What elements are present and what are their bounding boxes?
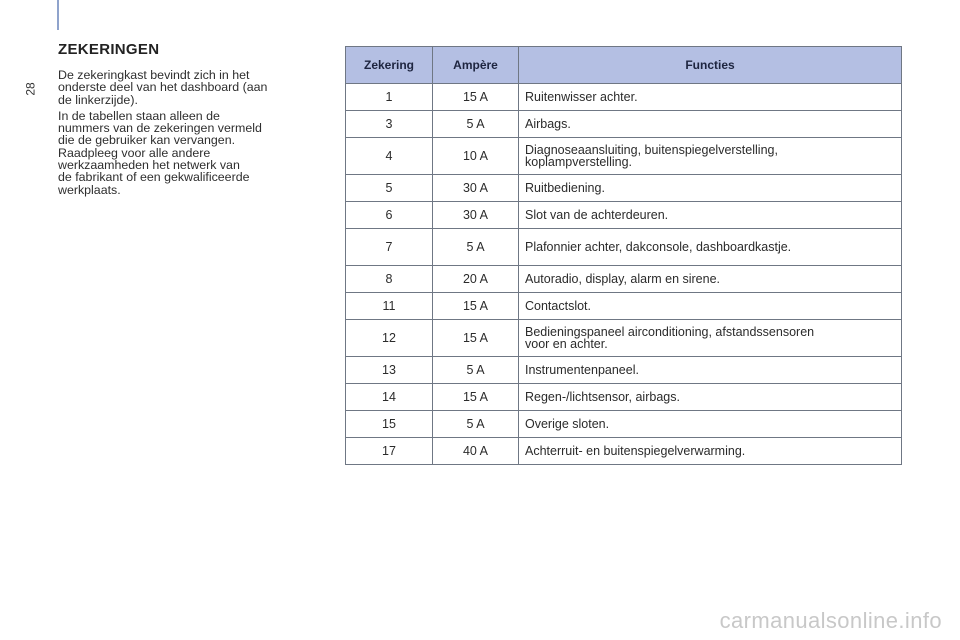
- fuse-number: 6: [346, 202, 433, 229]
- fuse-function: Diagnoseaansluiting, buitenspiegelverstelling, koplampverstelling.: [519, 138, 902, 175]
- fuse-ampere: 15 A: [433, 384, 519, 411]
- intro-paragraph-1: De zekeringkast bevindt zich in het onderste deel van het dashboard (aan de linkerzijde).: [58, 68, 268, 107]
- page-edge-bar: [57, 0, 59, 30]
- fuse-function: Bedieningspaneel airconditioning, afstandssensoren voor en achter.: [519, 320, 902, 357]
- fuse-function: Contactslot.: [519, 293, 902, 320]
- fuse-number: 5: [346, 175, 433, 202]
- fuse-number: 12: [346, 320, 433, 357]
- fuse-number: 4: [346, 138, 433, 175]
- fuse-ampere: 20 A: [433, 266, 519, 293]
- table-row: [346, 357, 902, 384]
- fuse-function: Overige sloten.: [519, 411, 902, 438]
- fuse-number: 7: [346, 229, 433, 266]
- intro-text: [58, 69, 326, 200]
- fuse-number: 13: [346, 357, 433, 384]
- table-row: [346, 266, 902, 293]
- table-row: [346, 111, 902, 138]
- table-row: [346, 411, 902, 438]
- fuse-ampere: 5 A: [433, 111, 519, 138]
- fuse-function: Autoradio, display, alarm en sirene.: [519, 266, 902, 293]
- table-row: [346, 320, 902, 357]
- table-row: [346, 293, 902, 320]
- fuse-function: Instrumentenpaneel.: [519, 357, 902, 384]
- fuse-number: 14: [346, 384, 433, 411]
- watermark: carmanualsonline.info: [719, 608, 942, 633]
- fuse-ampere: 40 A: [433, 438, 519, 465]
- fuse-ampere: 30 A: [433, 202, 519, 229]
- table-row: [346, 229, 902, 266]
- table-row: [346, 138, 902, 175]
- section-title: ZEKERINGEN: [58, 41, 160, 58]
- fuse-ampere: 5 A: [433, 229, 519, 266]
- fuse-function: Ruitbediening.: [519, 175, 902, 202]
- table-row: [346, 438, 902, 465]
- header-ampere: Ampère: [433, 47, 519, 84]
- table-row: [346, 84, 902, 111]
- fuse-number: 15: [346, 411, 433, 438]
- fuse-ampere: 15 A: [433, 293, 519, 320]
- table-header-row: [346, 47, 902, 84]
- fuse-number: 1: [346, 84, 433, 111]
- header-functions: Functies: [519, 47, 902, 84]
- page-number: 28: [23, 82, 38, 96]
- table-row: [346, 175, 902, 202]
- fuse-ampere: 5 A: [433, 411, 519, 438]
- fuse-table: [345, 46, 902, 465]
- fuse-function: Slot van de achterdeuren.: [519, 202, 902, 229]
- fuse-function: Ruitenwisser achter.: [519, 84, 902, 111]
- fuse-number: 8: [346, 266, 433, 293]
- fuse-function: Regen-/lichtsensor, airbags.: [519, 384, 902, 411]
- fuse-ampere: 15 A: [433, 84, 519, 111]
- fuse-function: Achterruit- en buitenspiegelverwarming.: [519, 438, 902, 465]
- fuse-function: Plafonnier achter, dakconsole, dashboardkastje.: [519, 229, 902, 266]
- fuse-number: 17: [346, 438, 433, 465]
- fuse-ampere: 5 A: [433, 357, 519, 384]
- table-row: [346, 202, 902, 229]
- fuse-ampere: 10 A: [433, 138, 519, 175]
- table-row: [346, 384, 902, 411]
- fuse-function: Airbags.: [519, 111, 902, 138]
- header-fuse: Zekering: [346, 47, 433, 84]
- fuse-ampere: 15 A: [433, 320, 519, 357]
- fuse-ampere: 30 A: [433, 175, 519, 202]
- fuse-number: 3: [346, 111, 433, 138]
- fuse-number: 11: [346, 293, 433, 320]
- intro-paragraph-2: In de tabellen staan alleen de nummers van de zekeringen vermeld die de gebruiker kan vervangen. Raadpleeg voor alle andere werkzaamheden het netwerk van de fabrikant of een gekwalificeerde werkplaats.: [58, 108, 262, 197]
